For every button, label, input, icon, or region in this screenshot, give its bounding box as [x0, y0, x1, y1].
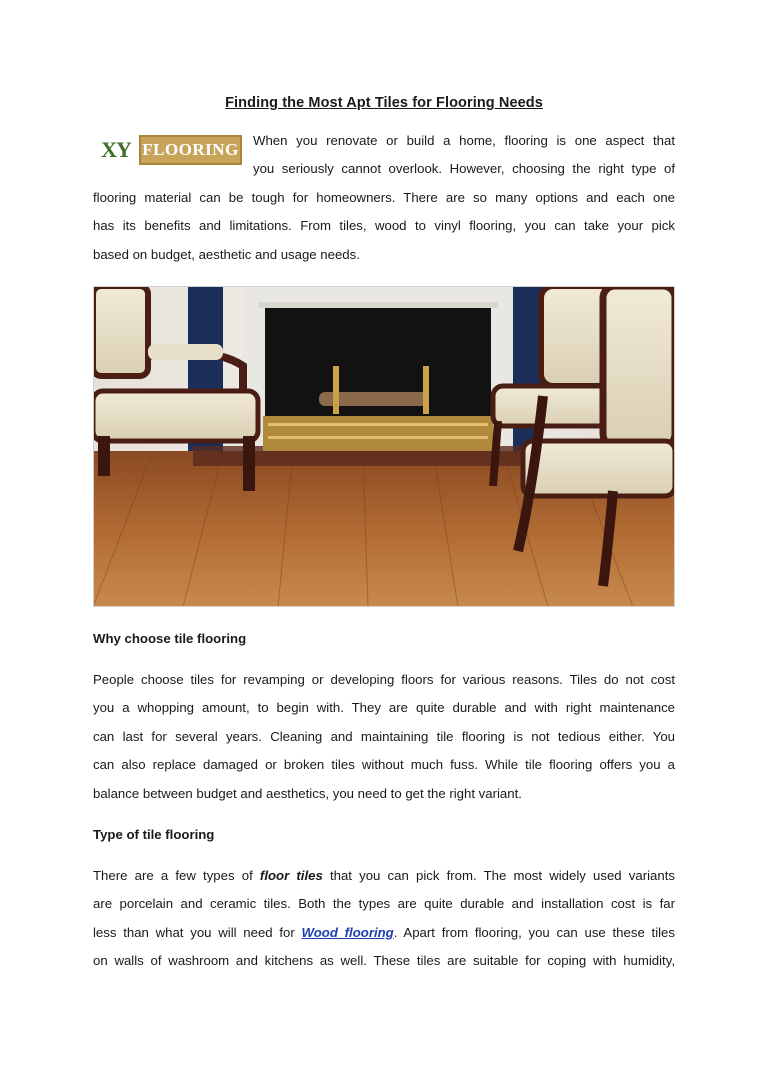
logo-flooring-text: FLOORING [139, 135, 242, 165]
wood-flooring-link[interactable]: Wood flooring [301, 924, 394, 940]
floor-tiles-emphasis: floor tiles [259, 868, 323, 883]
brass-fender [263, 416, 493, 451]
why-tile-paragraph [93, 666, 675, 808]
paragraph-line [93, 919, 675, 947]
intro-paragraph [93, 127, 675, 269]
section-heading-why-tile: Why choose tile flooring [93, 631, 247, 646]
text-run: less than what you will need for [93, 924, 295, 940]
paragraph-line [93, 862, 675, 890]
andiron-right [423, 366, 429, 414]
section-heading-tile-types: Type of tile flooring [93, 827, 215, 842]
intro-line: has its benefits and limitations. From tiles, wood to vinyl flooring, you can take your pick [93, 218, 675, 234]
intro-line: you seriously cannot overlook. However, choosing the right type of [253, 161, 675, 177]
intro-line: based on budget, aesthetic and usage needs. [93, 246, 360, 262]
logo-xy-text: XY [93, 135, 139, 165]
paragraph-line: on walls of washroom and kitchens as well. These tiles are suitable for coping with humidity, [93, 953, 675, 969]
andiron-left [333, 366, 339, 414]
room-photo [93, 286, 675, 607]
text-run: There are a few types of [93, 868, 253, 883]
paragraph-line: balance between budget and aesthetics, you need to get the right variant. [93, 785, 522, 801]
paragraph-line: can last for several years. Cleaning and maintaining tile flooring is not tedious either. You [93, 728, 675, 744]
page-title: Finding the Most Apt Tiles for Flooring Needs [225, 95, 543, 111]
paragraph-line: you a whopping amount, to begin with. They are quite durable and with right maintenance [93, 700, 675, 716]
text-run: that you can pick from. The most widely used variants [329, 868, 675, 883]
intro-line: flooring material can be tough for homeowners. There are so many options and each one [93, 189, 675, 205]
paragraph-line: can also replace damaged or broken tiles without much fuss. While tile flooring offers you a [93, 757, 675, 773]
text-run: . Apart from flooring, you can use these tiles [393, 924, 675, 940]
paragraph-line: are porcelain and ceramic tiles. Both the types are quite durable and installation cost is far [93, 896, 675, 912]
intro-line: When you renovate or build a home, flooring is one aspect that [253, 133, 675, 148]
fireplace-opening [265, 308, 491, 426]
tile-types-paragraph [93, 862, 675, 976]
paragraph-line: People choose tiles for revamping or developing floors for various reasons. Tiles do not cost [93, 672, 675, 687]
